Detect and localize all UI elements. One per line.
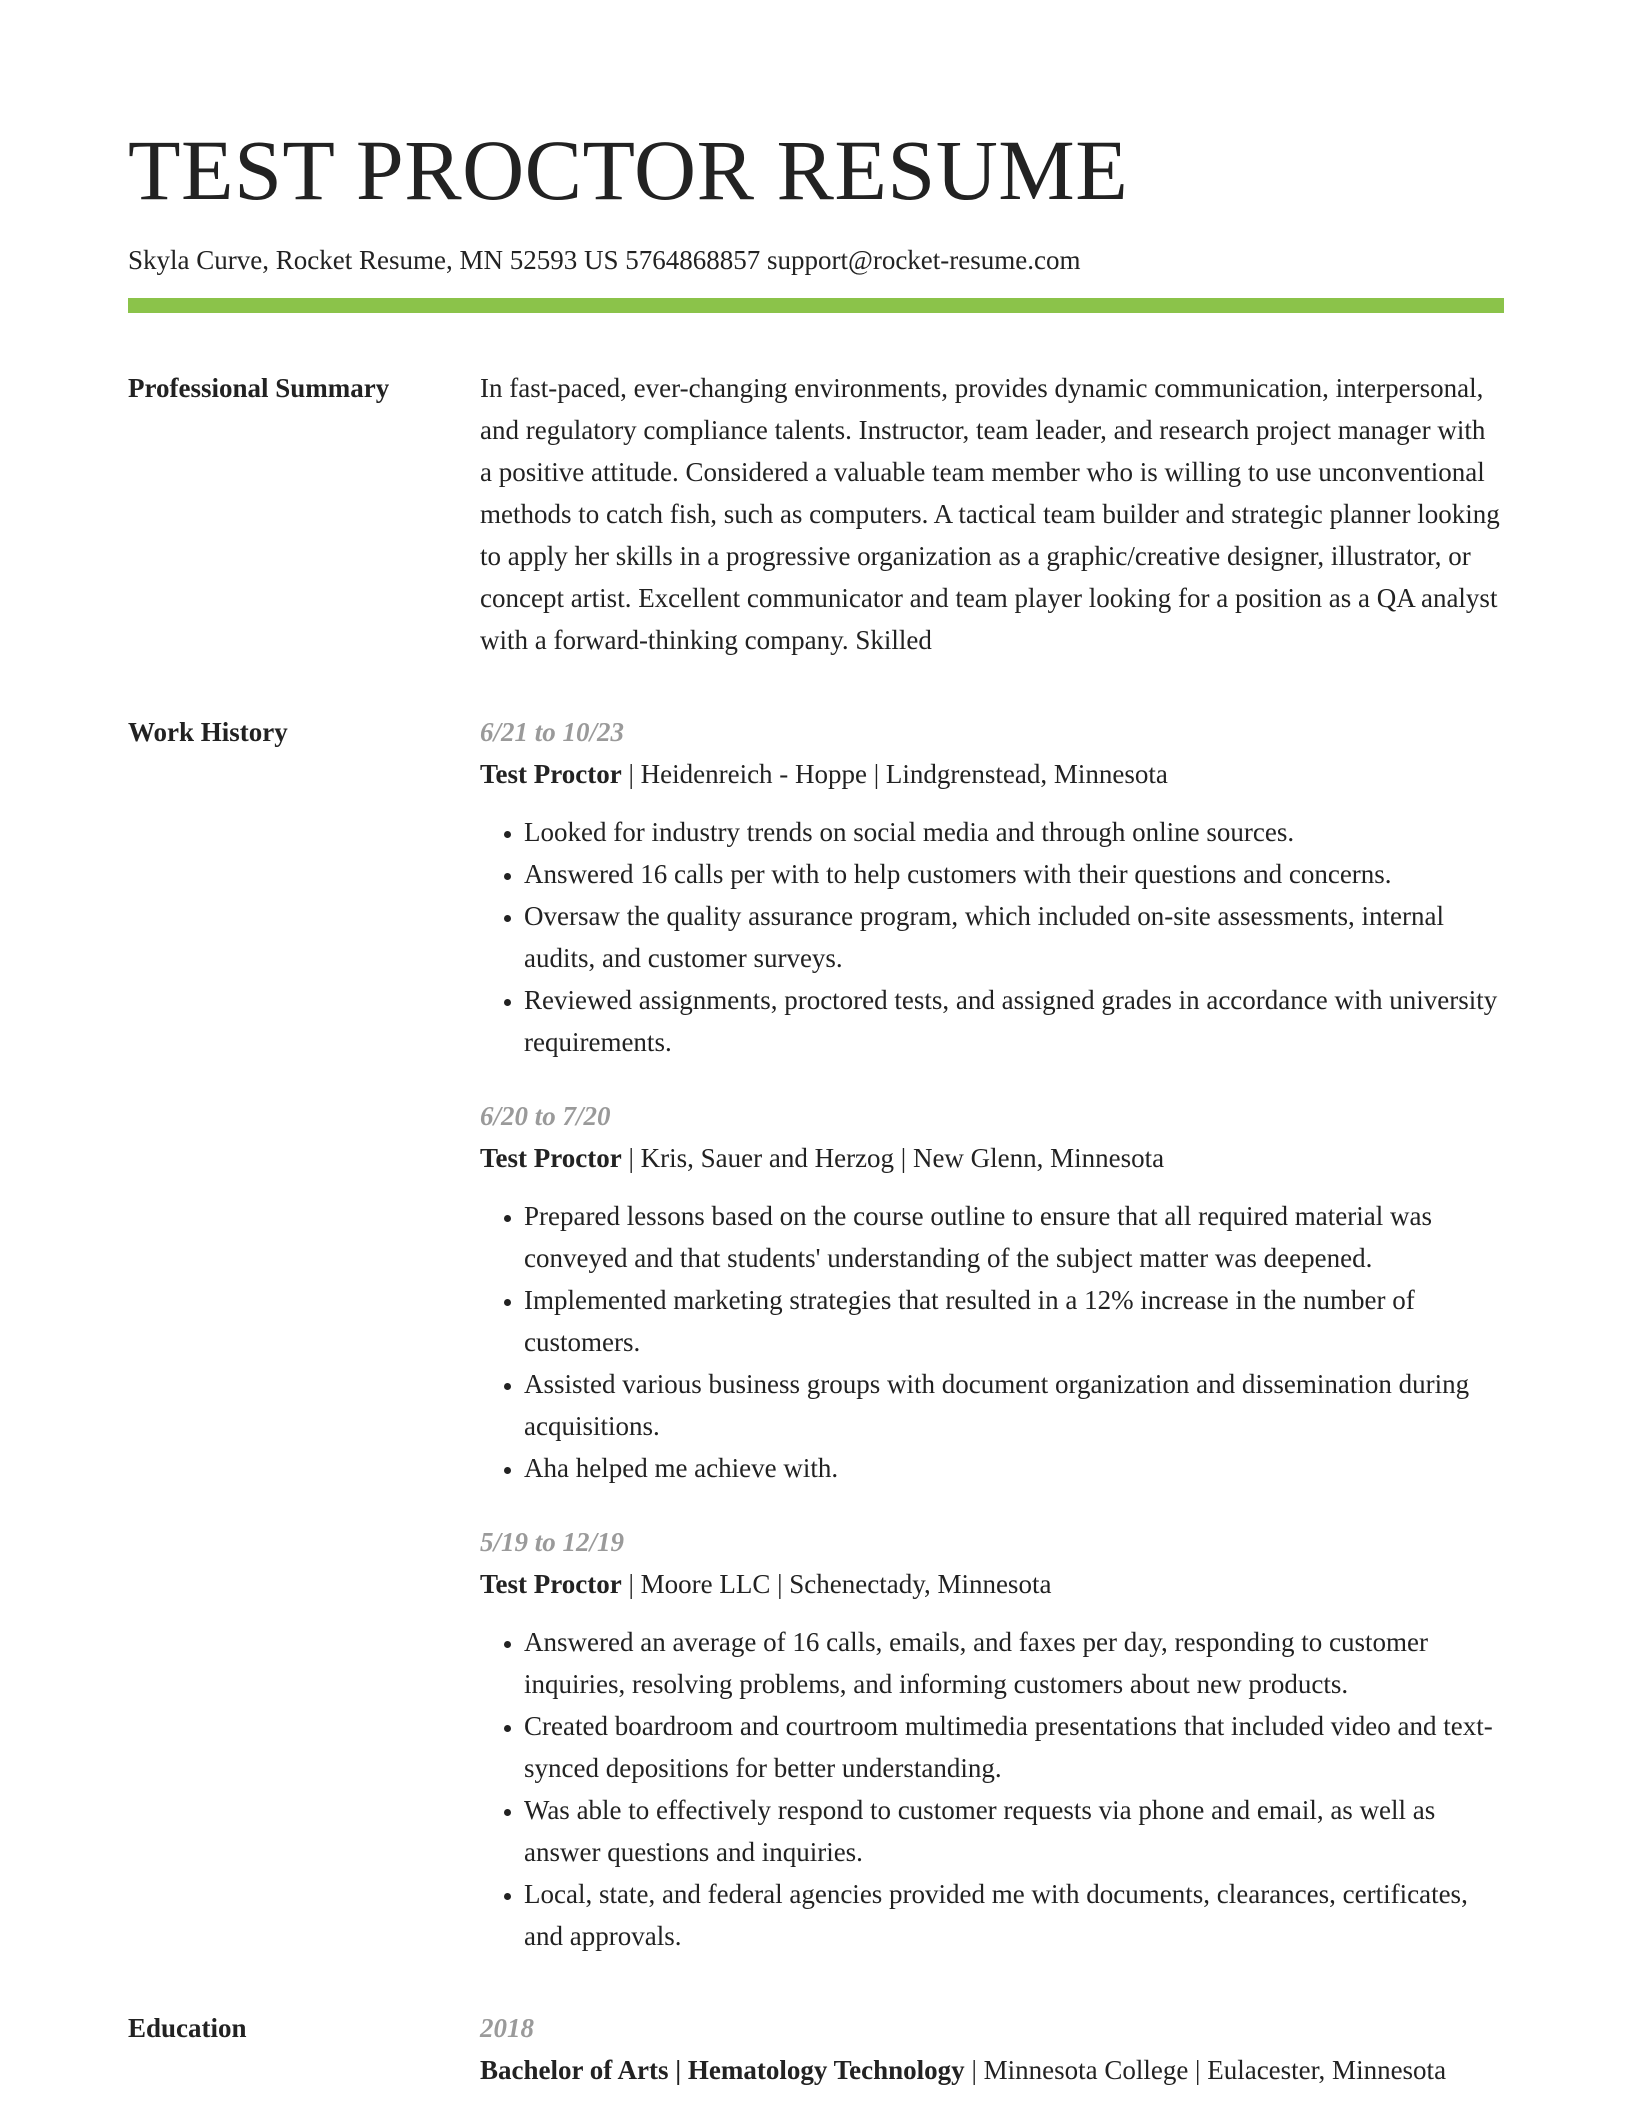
resume-page: [128, 0, 1504, 2091]
job-entry: [480, 1521, 1504, 1957]
job-role-line: [480, 753, 1504, 795]
job-dates: 5/19 to 12/19: [480, 1527, 625, 1557]
list-item: • Prepared lessons based on the course outline to ensure that all required material was conveyed and that students' understanding of the subject matter was deepened.: [524, 1195, 1504, 1279]
list-item: • Assisted various business groups with document organization and dissemination during acquisitions.: [524, 1363, 1504, 1447]
summary-body: [480, 367, 1504, 661]
contact-info: Skyla Curve, Rocket Resume, MN 52593 US 5764868857 support@rocket-resume.com: [128, 245, 1081, 275]
job-dates: 6/21 to 10/23: [480, 717, 625, 747]
job-details: | Kris, Sauer and Herzog | New Glenn, Minnesota: [621, 1143, 1165, 1173]
job-entry: [480, 711, 1504, 1063]
list-item: • Reviewed assignments, proctored tests, and assigned grades in accordance with university requirements.: [524, 979, 1504, 1063]
job-bullets: [480, 1195, 1504, 1489]
summary-text: In fast-paced, ever-changing environments, provides dynamic communication, interpersonal, and regulatory compliance talents. Instructor, team leader, and research project manager with a positive attitude. Considered a valuable team member who is willing to use unconventional methods to catch fish, such as computers. A tactical team builder and strategic planner looking to apply her skills in a progressive organization as a graphic/creative designer, illustrator, or concept artist. Excellent communicator and team player looking for a position as a QA analyst with a forward-thinking company. Skilled: [480, 373, 1500, 655]
list-item: • Looked for industry trends on social media and through online sources.: [524, 811, 1504, 853]
section-label-summary: Professional Summary: [128, 373, 390, 403]
education-year: 2018: [480, 2013, 534, 2043]
job-details: | Heidenreich - Hoppe | Lindgrenstead, Minnesota: [621, 759, 1168, 789]
work-history-section: [128, 711, 1504, 1957]
job-title: Test Proctor: [480, 759, 622, 789]
list-item: • Implemented marketing strategies that resulted in a 12% increase in the number of customers.: [524, 1279, 1504, 1363]
job-details: | Moore LLC | Schenectady, Minnesota: [621, 1569, 1052, 1599]
job-bullets: [480, 1621, 1504, 1957]
section-label-education: Education: [128, 2013, 247, 2043]
education-body: [480, 2007, 1504, 2091]
list-item: • Aha helped me achieve with.: [524, 1447, 1504, 1489]
accent-divider: [128, 298, 1504, 313]
resume-title: TEST PROCTOR RESUME: [128, 122, 1129, 218]
job-title: Test Proctor: [480, 1143, 622, 1173]
education-section: [128, 2007, 1504, 2091]
job-entry: [480, 1095, 1504, 1489]
job-title: Test Proctor: [480, 1569, 622, 1599]
job-role-line: [480, 1563, 1504, 1605]
education-details: | Minnesota College | Eulacester, Minnesota: [964, 2055, 1447, 2085]
section-label-work-history: Work History: [128, 717, 288, 747]
list-item: • Answered an average of 16 calls, emails, and faxes per day, responding to customer inquiries, resolving problems, and informing customers about new products.: [524, 1621, 1504, 1705]
job-bullets: [480, 811, 1504, 1063]
job-role-line: [480, 1137, 1504, 1179]
work-history-body: [480, 711, 1504, 1957]
education-line: [480, 2049, 1504, 2091]
list-item: • Created boardroom and courtroom multimedia presentations that included video and text-synced depositions for better understanding.: [524, 1705, 1504, 1789]
job-dates: 6/20 to 7/20: [480, 1101, 611, 1131]
list-item: • Oversaw the quality assurance program, which included on-site assessments, internal audits, and customer surveys.: [524, 895, 1504, 979]
list-item: • Answered 16 calls per with to help customers with their questions and concerns.: [524, 853, 1504, 895]
education-degree: Bachelor of Arts | Hematology Technology: [480, 2055, 965, 2085]
list-item: • Local, state, and federal agencies provided me with documents, clearances, certificates, and approvals.: [524, 1873, 1504, 1957]
list-item: • Was able to effectively respond to customer requests via phone and email, as well as answer questions and inquiries.: [524, 1789, 1504, 1873]
professional-summary-section: [128, 367, 1504, 661]
